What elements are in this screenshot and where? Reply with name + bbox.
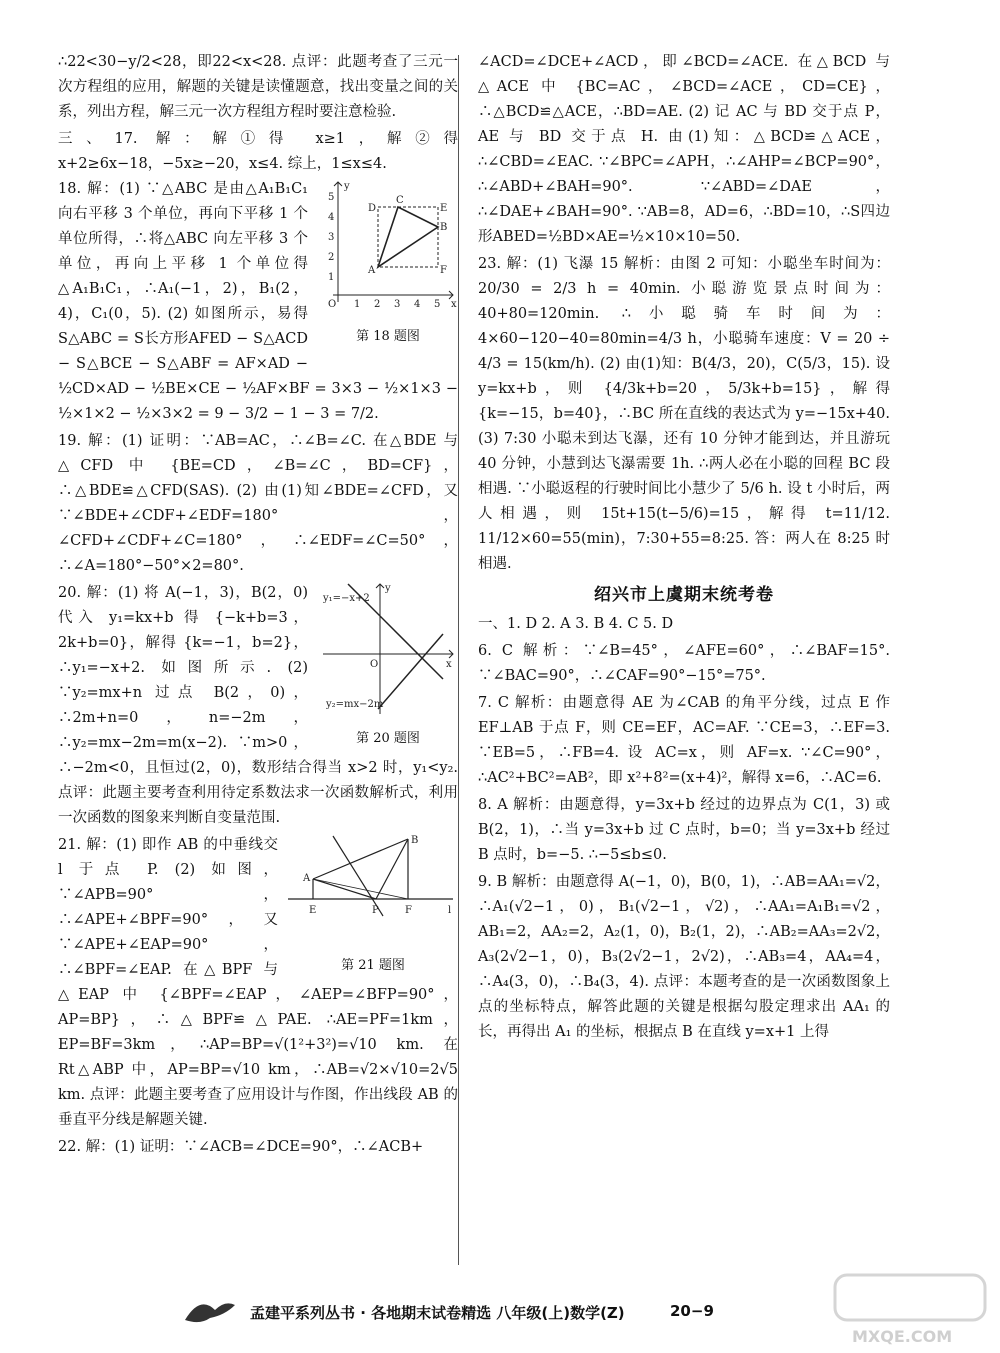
svg-text:O: O (328, 299, 337, 310)
svg-text:l: l (448, 905, 452, 916)
q17-text: 三、17. 解：解①得 x≥1，解②得 x+2≥6x−18，−5x≥−20，x≤4. 综上，1≤x≤4. (58, 131, 458, 172)
svg-text:1: 1 (328, 272, 335, 283)
fig20-label-y2: y₂=mx−2m (326, 699, 384, 710)
svg-text:x: x (451, 299, 457, 310)
watermark-text: MXQE.COM (852, 1327, 953, 1346)
mc-answers: 一、1. D 2. A 3. B 4. C 5. D (478, 616, 674, 632)
q9-text: 9. B 解析：由题意得 A(−1，0)，B(0，1)，∴AB=AA₁=√2，∴A₁(√2−1，0)，B₁(√2−1，√2)，∴AA₁=A₁B₁=√2，AB₁=2，AA₂=2，A₂(1，0)，B₂(1，2)，∴AB₂=AA₃=2√2，A₃(2√2−1，0)，B₃(2√2−1，2√2)，∴AB₃=4，AA₄=4，∴A₄(3，0)，∴B₄(3，4). 点评：本题考查的是一次函数图象上点的坐标特点，解答此题的关键是根据勾股定理求出 AA₁ 的长，再得出 A₁ 的坐标，根据点 B 在直线 y=x+1 上得 (478, 874, 890, 1040)
q19-text: 19. 解：(1) 证明：∵AB=AC，∴∠B=∠C. 在△BDE 与△CFD 中 {BE=CD，∠B=∠C，BD=CF}，∴△BDE≌△CFD(SAS). (2) 由(1)知∠BDE=∠CFD，又∵∠BDE+∠CDF+∠EDF=180°，∠CFD+∠CDF+∠C=180°，∴∠EDF=∠C=50°，∴∠A=180°−50°×2=80°. (58, 433, 458, 574)
q7-text: 7. C 解析：由题意得 AE 为∠CAB 的角平分线，过点 E 作 EF⊥AB 于点 F，则 CE=EF，AC=AF. ∵CE=3，∴EF=3. ∵EB=5，∴FB=4. 设 AC=x，则 AF=x. ∵∠C=90°，∴AC²+BC²=AB²，即 x²+8²=(x+4)²，解得 x=6，∴AC=6. (478, 695, 890, 786)
svg-text:4: 4 (328, 212, 335, 223)
q22-start-text: 22. 解：(1) 证明：∵∠ACB=∠DCE=90°，∴∠ACB+ (58, 1139, 424, 1155)
svg-text:y: y (344, 181, 350, 192)
fig18 (318, 177, 458, 349)
svg-text:3: 3 (394, 299, 401, 310)
q22-cont-text: ∠ACD=∠DCE+∠ACD，即∠BCD=∠ACE. 在△BCD 与△ACE 中 {BC=AC，∠BCD=∠ACE，CD=CE}，∴△BCD≌△ACE，∴BD=AE. (2) 记 AC 与 BD 交于点 P，AE 与 BD 交于点 H. 由(1)知：△BCD≌△ACE，∴∠CBD=∠EAC. ∵∠BPC=∠APH，∴∠AHP=∠BCP=90°，∴∠ABD+∠BAH=90°. ∵∠ABD=∠DAE，∴∠DAE+∠BAH=90°. ∵AB=8，AD=6，∴BD=10，∴S四边形ABED=½BD×AE=½×10×10=50. (478, 54, 890, 245)
svg-text:B: B (411, 835, 419, 846)
fig20 (318, 579, 458, 751)
svg-text:C: C (396, 195, 404, 206)
section-title: 绍兴市上虞期末统考卷 (594, 585, 774, 605)
svg-text:y: y (385, 583, 391, 594)
q6-text: 6. C 解析：∵∠B=45°，∠AFE=60°，∴∠BAF=15°. ∵∠BAC=90°，∴∠CAF=90°−15°=75°. (478, 643, 890, 684)
fig21-graph (288, 831, 458, 946)
page-number: 20−9 (670, 1302, 714, 1320)
q16-end-text: ∴22<30−y/2<28，即22<x<28. 点评：此题考查了三元一次方程组的应用，解题的关键是读懂题意，找出变量之间的关系，列出方程，解三元一次方程组方程时要注意检验. (58, 54, 458, 120)
fig21 (288, 831, 458, 978)
svg-text:1: 1 (354, 299, 361, 310)
watermark-logo (830, 1270, 990, 1350)
fig18-graph (318, 177, 458, 317)
svg-text:2: 2 (374, 299, 381, 310)
fig18-caption: 第 18 题图 (356, 329, 420, 344)
svg-text:5: 5 (328, 192, 335, 203)
fig20-graph (318, 579, 458, 719)
q18-text: 18. 解：(1) ∵△ABC 是由△A₁B₁C₁ 向右平移 3 个单位，再向下平移 1 个单位所得，∴将△ABC 向左平移 3 个单位，再向上平移 1 个单位得△A₁B₁C₁，∴A₁(−1，2)，B₁(2，4)，C₁(0，5). (2) 如图所示，易得 S△ABC = S长方形AFED − S△ACD − S△BCE − S△ABF = AF×AD − ½CD×AD − ½BE×CE − ½AF×BF = 3×3 − ½×1×3 − ½×1×2 − ½×3×2 = 9 − 3/2 − 1 − 3 = 7/2. (58, 181, 458, 422)
fig20-caption: 第 20 题图 (356, 731, 420, 746)
svg-text:2: 2 (328, 252, 335, 263)
fig20-label-y1: y₁=−x+2 (323, 593, 370, 604)
svg-text:E: E (309, 905, 317, 916)
q20-text: 20. 解：(1) 将 A(−1，3)，B(2，0) 代入 y₁=kx+b 得 {−k+b=3，2k+b=0}，解得 {k=−1，b=2}，∴y₁=−x+2. 如图所示. (2) ∵y₂=mx+n 过点 B(2，0)，∴2m+n=0，n=−2m，∴y₂=mx−2m=m(x−2). ∵m>0，∴−2m<0，且恒过(2，0)，数形结合得当 x>2 时，y₁<y₂. 点评：此题主要考查利用待定系数法求一次函数解析式，利用一次函数的图象来判断自变量范围. (58, 585, 458, 826)
q23-text: 23. 解：(1) 飞瀑 15 解析：由图 2 可知：小聪坐车时间为：20/30 = 2/3 h = 40min. 小聪游览景点时间为：40+80=120min. ∴小聪骑车时间为：4×60−120−40=80min=4/3 h，小聪骑车速度：V = 20 ÷ 4/3 = 15(km/h). (2) 由(1)知：B(4/3，20)，C(5/3，15). 设 y=kx+b，则 {4/3k+b=20，5/3k+b=15}，解得 {k=−15，b=40}，∴BC 所在直线的表达式为 y=−15x+40. (3) 7:30 小聪未到达飞瀑，还有 10 分钟才能到达，并且游玩 40 分钟，小慧到达飞瀑需要 1h. ∴两人必在小聪的回程 BC 段相遇. ∵小聪返程的行驶时间比小慧少了 5/6 h. 设 t 小时后，两人相遇，则 15t+15(t−5/6)=15，解得 t=11/12. 11/12×60=55(min)，7:30+55=8:25. 答：两人在 8:25 时相遇. (478, 256, 890, 572)
svg-text:5: 5 (434, 299, 441, 310)
footer-series: 孟建平系列丛书 · 各地期末试卷精选 八年级(上)数学(Z) (250, 1304, 625, 1322)
svg-text:D: D (368, 203, 377, 214)
svg-text:A: A (368, 265, 376, 276)
column-divider (458, 55, 459, 1265)
svg-text:E: E (440, 203, 448, 214)
svg-text:O: O (370, 659, 379, 670)
q8-text: 8. A 解析：由题意得，y=3x+b 经过的边界点为 C(1，3) 或 B(2，1)，∴当 y=3x+b 过 C 点时，b=0；当 y=3x+b 经过 B 点时，b=−5. ∴−5≤b≤0. (478, 797, 890, 863)
bird-logo-icon (180, 1290, 240, 1330)
svg-text:F: F (405, 905, 412, 916)
svg-text:x: x (446, 659, 452, 670)
q21-text: 21. 解：(1) 即作 AB 的中垂线交 l 于点 P. (2) 如图，∵∠APB=90°，∴∠APE+∠BPF=90°，又∵∠APE+∠EAP=90°，∴∠BPF=∠EAP. 在△BPF 与△EAP 中 {∠BPF=∠EAP，∠AEP=∠BFP=90°，AP=BP}，∴△BPF≌△PAE. ∴AE=PF=1km，EP=BF=3km，∴AP=BP=√(1²+3²)=√10 km. 在 Rt△ABP 中，AP=BP=√10 km，∴AB=√2×√10=2√5 km. 点评：此题主要考查了应用设计与作图，作出线段 AB 的垂直平分线是解题关键. (58, 837, 458, 1128)
left-column (58, 50, 458, 1160)
svg-text:F: F (440, 265, 447, 276)
svg-text:3: 3 (328, 232, 335, 243)
svg-text:A: A (303, 873, 311, 884)
fig21-caption: 第 21 题图 (341, 958, 405, 973)
right-column (478, 50, 890, 1045)
svg-text:4: 4 (414, 299, 421, 310)
svg-text:P: P (372, 905, 379, 916)
svg-text:B: B (440, 222, 448, 233)
